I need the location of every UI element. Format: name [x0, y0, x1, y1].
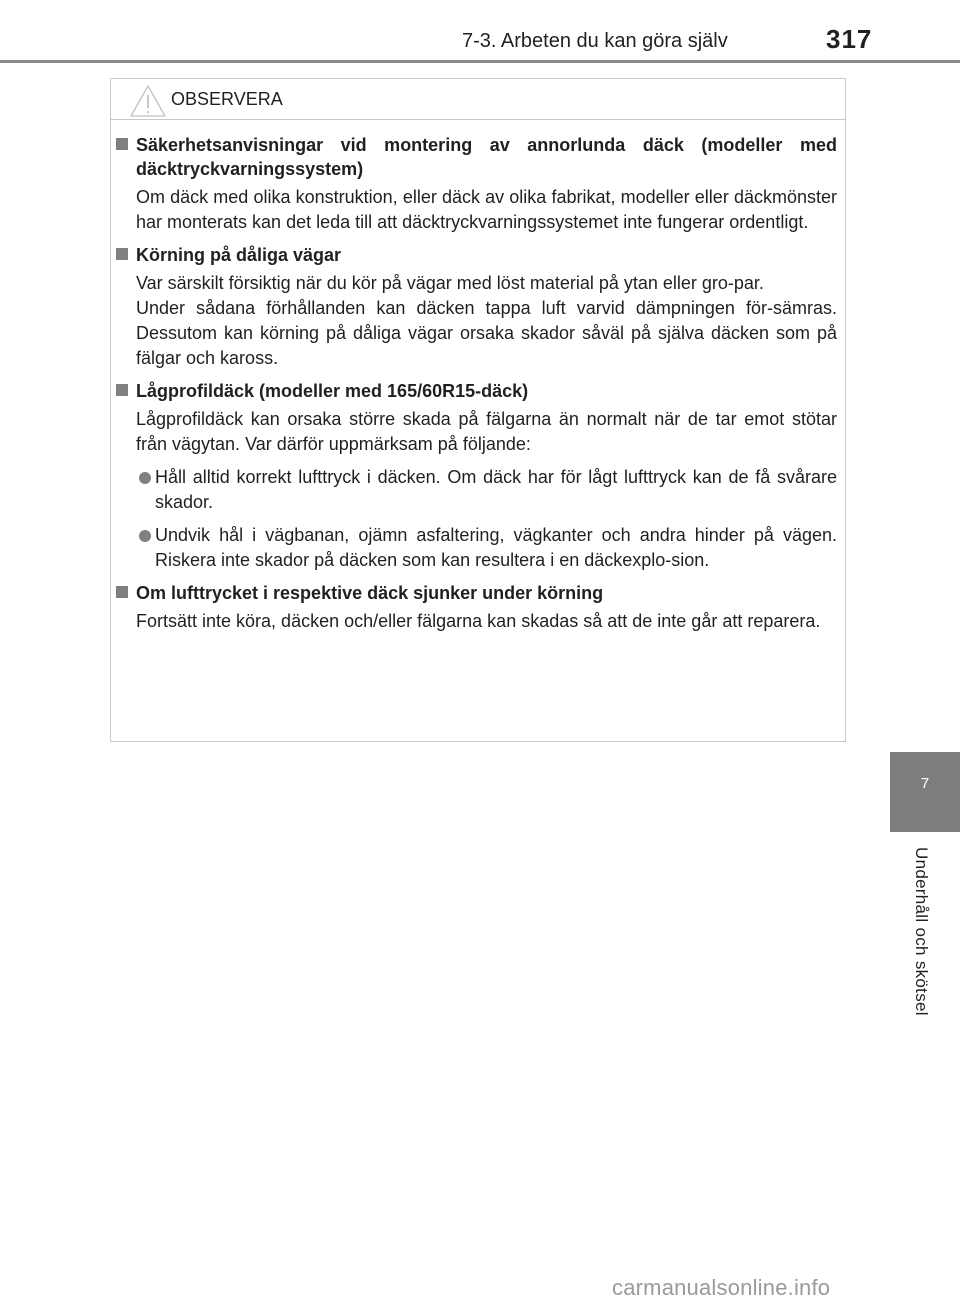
square-bullet-icon [116, 248, 128, 260]
list-item [111, 465, 845, 515]
list-item-text: Undvik hål i vägbanan, ojämn asfaltering, vägkanter och andra hinder på vägen. Riskera inte skador på däcken som kan resultera i en däckexplo-sion. [155, 525, 837, 570]
section-heading-text: Om lufttrycket i respektive däck sjunker under körning [136, 583, 604, 603]
watermark: carmanualsonline.info [612, 1275, 831, 1300]
circle-bullet-icon [139, 530, 151, 542]
paragraph: Lågprofildäck kan orsaka större skada på fälgarna än normalt när de tar emot stötar från vägytan. Var därför uppmärksam på följande: [136, 409, 837, 454]
section-heading [111, 379, 845, 403]
chapter-number: 7 [920, 775, 930, 792]
square-bullet-icon [116, 384, 128, 396]
paragraph: Var särskilt försiktig när du kör på vägar med löst material på ytan eller gro-par. [136, 273, 764, 293]
section-pressure-drop [111, 581, 845, 634]
section-bad-roads [111, 243, 845, 371]
section-heading [111, 581, 845, 605]
square-bullet-icon [116, 138, 128, 150]
chapter-label: Underhåll och skötsel [912, 847, 931, 1016]
section-heading-text: Körning på dåliga vägar [136, 245, 342, 265]
list-item-text: Håll alltid korrekt lufttryck i däcken. Om däck har för lågt lufttryck kan de få svårare skador. [155, 467, 837, 512]
page-number: 317 [826, 24, 873, 54]
paragraph: Om däck med olika konstruktion, eller däck av olika fabrikat, modeller eller däckmönster har monterats kan det leda till att däcktryckvarningssystemet inte fungerar ordentligt. [136, 187, 837, 232]
warning-triangle-icon [129, 84, 167, 118]
list-item [111, 523, 845, 573]
section-heading-text: Säkerhetsanvisningar vid montering av annorlunda däck (modeller med däcktryckvarningssystem) [136, 135, 837, 179]
section-heading-text: Lågprofildäck (modeller med 165/60R15-däck) [136, 381, 529, 401]
section-heading [111, 243, 845, 267]
notice-header [111, 79, 845, 120]
section-low-profile [111, 379, 845, 573]
circle-bullet-icon [139, 472, 151, 484]
section-tire-mounting [111, 133, 845, 235]
square-bullet-icon [116, 586, 128, 598]
notice-label: OBSERVERA [171, 89, 283, 109]
header-rule [0, 60, 960, 63]
notice-box [110, 78, 846, 742]
paragraph: Under sådana förhållanden kan däcken tappa luft varvid dämpningen för-sämras. Dessutom kan körning på dåliga vägar orsaka skador såväl på själva däcken som på fälgar och kaross. [136, 298, 837, 368]
notice-body [111, 133, 845, 642]
paragraph: Fortsätt inte köra, däcken och/eller fälgarna kan skadas så att de inte går att reparera. [136, 611, 821, 631]
section-title: 7-3. Arbeten du kan göra själv [462, 30, 728, 52]
chapter-tab[interactable] [890, 752, 960, 832]
section-heading [111, 133, 845, 181]
